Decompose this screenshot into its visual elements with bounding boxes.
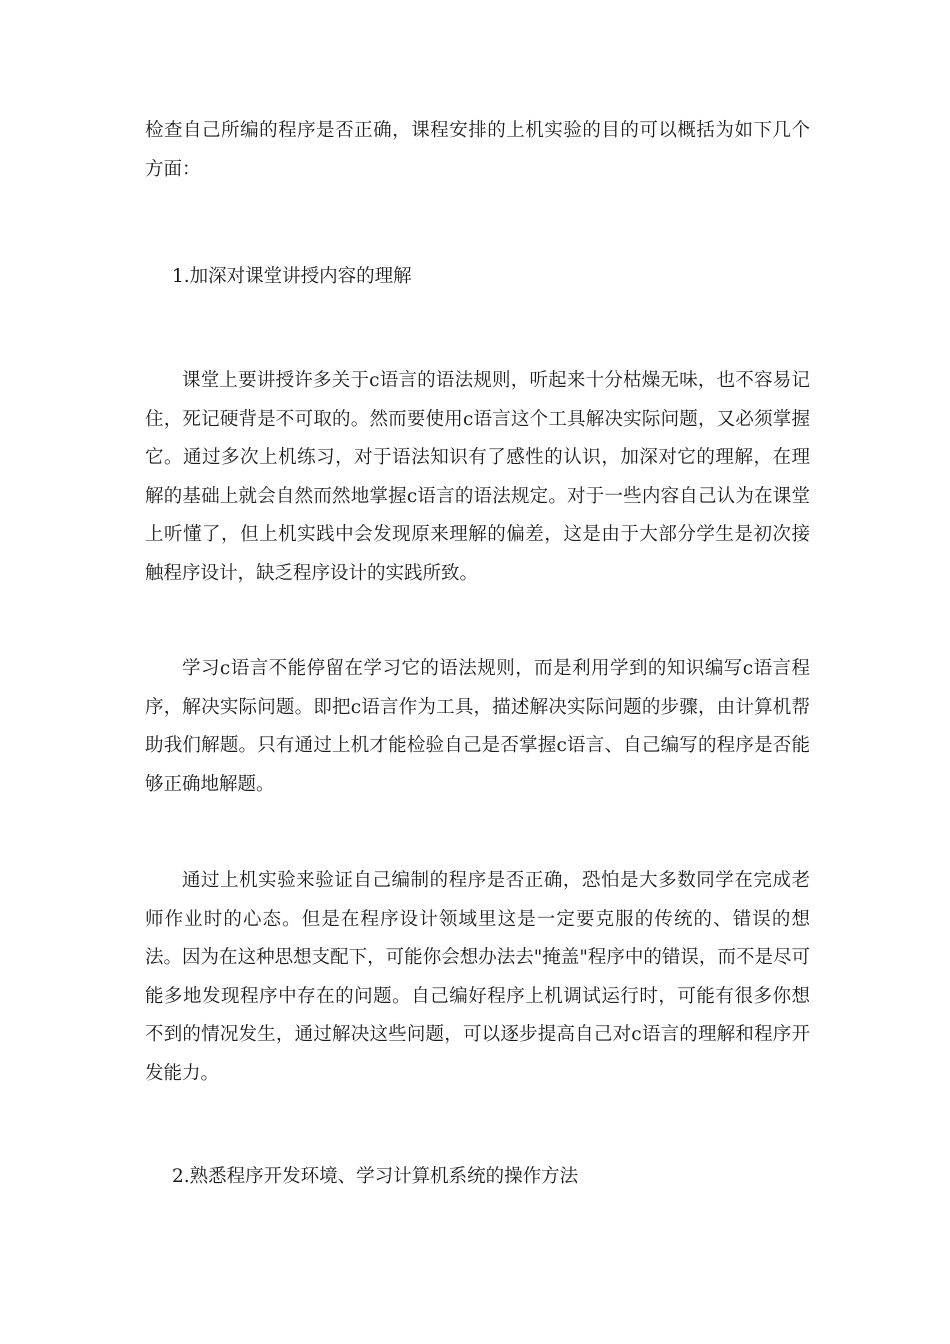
section-heading-1: 1.加深对课堂讲授内容的理解 [172,266,412,287]
intro-paragraph: 检查自己所编的程序是否正确，课程安排的上机实验的目的可以概括为如下几个方面： [145,120,810,180]
section-heading-2: 2.熟悉程序开发环境、学习计算机系统的操作方法 [172,1166,579,1187]
body-paragraph-3: 通过上机实验来验证自己编制的程序是否正确，恐怕是大多数同学在完成老师作业时的心态。但是在程序设计领域里这是一定要克服的传统的、错误的想法。因为在这种思想支配下，可能你会想办法去"掩盖"程序中的错误，而不是尽可能多地发现程序中存在的问题。自己编好程序上机调试运行时，可能有很多你想不到的情况发生，通过解决这些问题，可以逐步提高自己对c语言的理解和程序开发能力。 [145,870,810,1084]
body-paragraph-1: 课堂上要讲授许多关于c语言的语法规则，听起来十分枯燥无味，也不容易记住，死记硬背是不可取的。然而要使用c语言这个工具解决实际问题，又必须掌握它。通过多次上机练习，对于语法知识有了感性的认识，加深对它的理解，在理解的基础上就会自然而然地掌握c语言的语法规定。对于一些内容自己认为在课堂上听懂了，但上机实践中会发现原来理解的偏差，这是由于大部分学生是初次接触程序设计，缺乏程序设计的实践所致。 [145,370,810,584]
body-paragraph-2: 学习c语言不能停留在学习它的语法规则，而是利用学到的知识编写c语言程序，解决实际问题。即把c语言作为工具，描述解决实际问题的步骤，由计算机帮助我们解题。只有通过上机才能检验自己是否掌握c语言、自己编写的程序是否能够正确地解题。 [145,658,810,795]
